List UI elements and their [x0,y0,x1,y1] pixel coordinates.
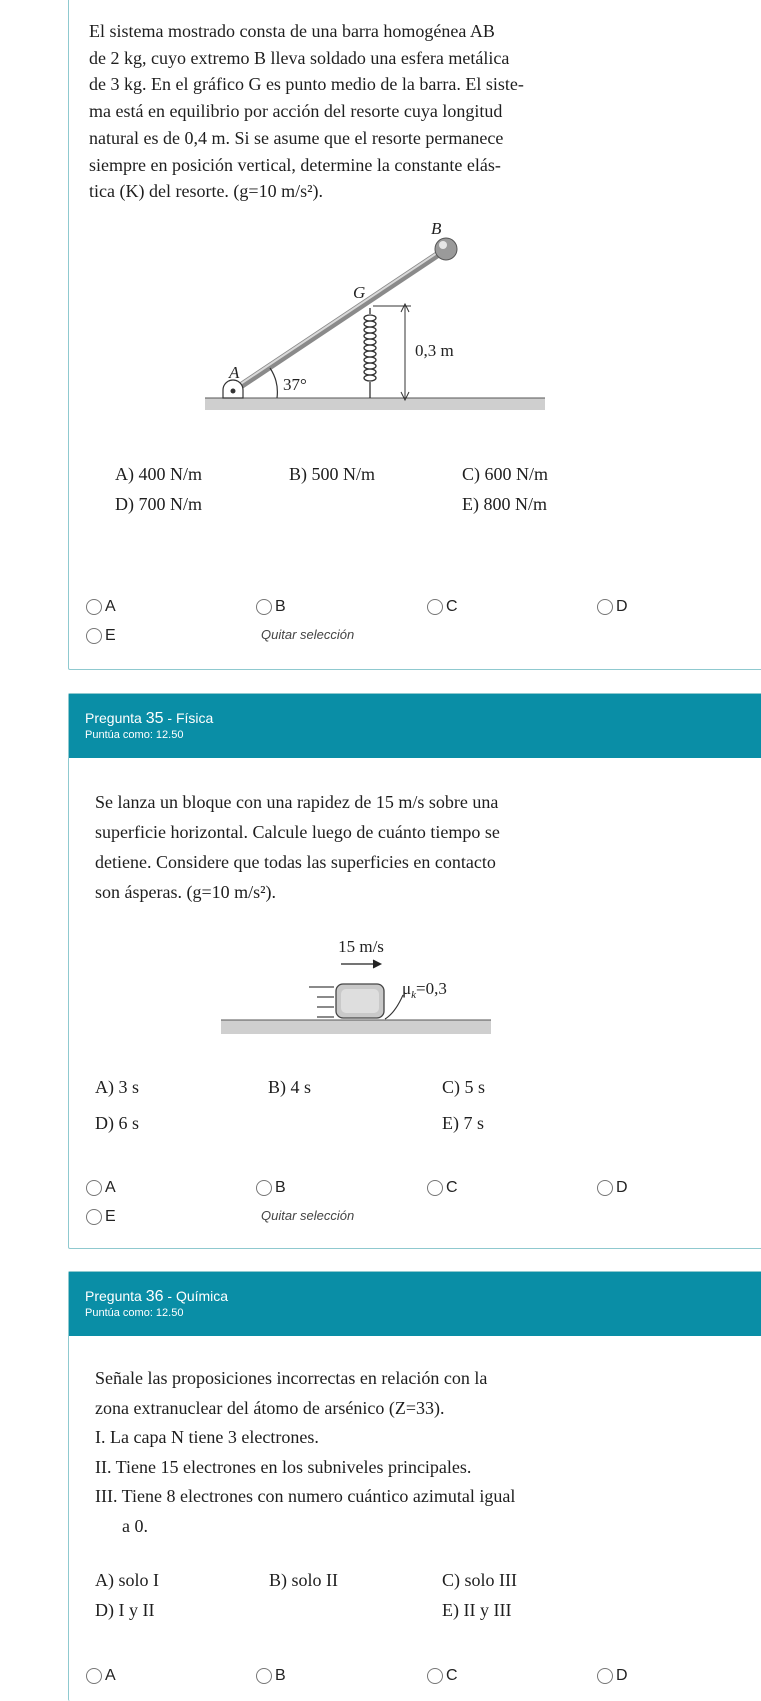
clear-selection-link[interactable]: Quitar selección [261,627,355,642]
radio-circle[interactable] [86,1180,102,1196]
option-text-c: C) 600 N/m [462,464,549,484]
option-text-d: D) I y II [95,1600,155,1620]
distance-label: 0,3 m [415,341,454,360]
option-text-a: A) 400 N/m [115,464,202,484]
radio-circle[interactable] [86,1209,102,1225]
option-text-b: B) solo II [269,1570,338,1590]
floor [221,1020,491,1034]
radio-b[interactable]: B [256,1667,286,1685]
radio-e[interactable]: E [86,1208,116,1226]
radio-circle[interactable] [86,599,102,615]
option-text-b: B) 500 N/m [289,464,376,484]
radio-circle[interactable] [427,1180,443,1196]
option-text-e: E) 7 s [442,1113,484,1133]
option-text-a: A) 3 s [95,1077,139,1097]
radio-circle[interactable] [597,599,613,615]
label-g: G [353,283,366,302]
question-card-35 [68,693,761,1249]
radio-b[interactable]: B [256,1179,286,1197]
radio-c[interactable]: C [427,1179,458,1197]
radio-circle[interactable] [256,599,272,615]
clear-selection-link[interactable]: Quitar selección [261,1208,355,1223]
question-stem: Señale las proposiciones incorrectas en relación con la zona extranuclear del átomo de arsénico (Z=33). I. La capa N tiene 3 electrones. II. Tiene 15 electrones en los subniveles principales. III. Tiene 8 electrones con numero cuántico azimutal igual a 0. [95,1368,516,1536]
radio-d[interactable]: D [597,598,628,616]
label-a: A [229,363,240,382]
rod [233,251,443,391]
label-b: B [431,219,442,238]
radio-circle[interactable] [427,599,443,615]
radio-a[interactable]: A [86,598,116,616]
radio-d[interactable]: D [597,1179,628,1197]
option-text-c: C) 5 s [442,1077,486,1097]
radio-circle[interactable] [597,1180,613,1196]
block-figure [221,931,521,1041]
speed-label: 15 m/s [338,937,384,956]
question-points: Puntúa como: 12.50 [85,1307,184,1319]
question-header [69,694,761,758]
radio-a[interactable]: A [86,1179,116,1197]
radio-e[interactable]: E [86,627,116,645]
option-text-b: B) 4 s [268,1077,312,1097]
arrow-right-icon [373,960,381,968]
question-stem: Se lanza un bloque con una rapidez de 15 m/s sobre una superficie horizontal. Calcule luego de cuánto tiempo se detiene. Considere que todas las superficies en contacto son ásperas. (g=10 m/s²). [95,792,500,902]
radio-circle[interactable] [86,628,102,644]
question-title: Pregunta 36 - Química [85,1288,229,1305]
question-card-36 [68,1271,761,1701]
radio-b[interactable]: B [256,598,286,616]
radio-c[interactable]: C [427,598,458,616]
question-stem: El sistema mostrado consta de una barra homogénea AB de 2 kg, cuyo extremo B lleva soldado una esfera metálica de 3 kg. En el gráfico G es punto medio de la barra. El siste- ma está en equilibrio por acción del resorte cuya longitud natural es de 0,4 m. Si se asume que el resorte permanece siempre en posición vertical, determine la constante elás- tica (K) del resorte. (g=10 m/s²). [89,21,524,202]
question-title: Pregunta 35 - Física [85,710,214,727]
spring [364,308,376,398]
floor [205,398,545,410]
question-points: Puntúa como: 12.50 [85,729,184,741]
option-text-d: D) 6 s [95,1113,139,1133]
question-header [69,1272,761,1336]
option-text-c: C) solo III [442,1570,517,1590]
radio-circle[interactable] [256,1180,272,1196]
question-card-34 [68,0,761,670]
radio-c[interactable]: C [427,1667,458,1685]
option-text-e: E) II y III [442,1600,512,1620]
mu-label: $\mu_k=0,3$ [402,979,447,1001]
option-text-d: D) 700 N/m [115,494,202,514]
radio-a[interactable]: A [86,1667,116,1685]
sphere [435,238,457,260]
bar-spring-figure [205,218,565,418]
angle-label: 37° [283,375,307,394]
radio-d[interactable]: D [597,1667,628,1685]
option-text-a: A) solo I [95,1570,159,1590]
option-text-e: E) 800 N/m [462,494,547,514]
